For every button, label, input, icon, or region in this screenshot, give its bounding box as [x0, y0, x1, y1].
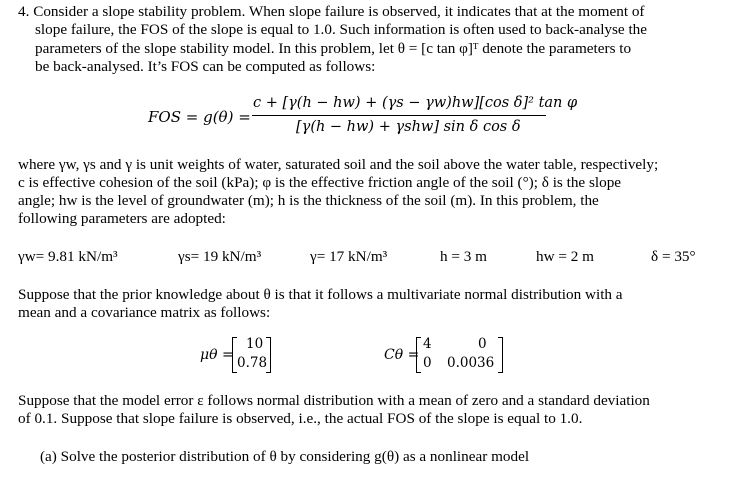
definitions-line-2: c is effective cohesion of the soil (kPa); φ is the effective friction angle of the soil (°); δ is the slope: [18, 174, 622, 191]
mu-value-1: 10: [246, 336, 264, 352]
intro-line-3: parameters of the slope stability model. In this problem, let θ = [c tan φ]ᵀ denote the parameters to: [35, 40, 632, 57]
equation-denominator: [γ(h − hw) + γshw] sin δ cos δ: [296, 119, 521, 135]
equation-lhs: FOS = g(θ) =: [148, 108, 251, 126]
mu-label: μθ =: [200, 347, 234, 363]
param-gamma-s: γs= 19 kN/m³: [178, 248, 262, 265]
intro-line-2: slope failure, the FOS of the slope is equal to 1.0. Such information is often used to back-analyse the: [35, 21, 648, 38]
param-hw: hw = 2 m: [536, 248, 594, 265]
intro-line-1: 4. Consider a slope stability problem. When slope failure is observed, it indicates that at the moment of: [18, 3, 645, 20]
definitions-line-3: angle; hw is the level of groundwater (m); h is the thickness of the soil (m). In this problem, the: [18, 192, 599, 209]
cov-r1c2: 0: [478, 336, 487, 352]
intro-line-4: be back-analysed. It’s FOS can be computed as follows:: [35, 58, 376, 75]
definitions-line-1: where γw, γs and γ is unit weights of water, saturated soil and the soil above the water table, respectively;: [18, 156, 659, 173]
param-h: h = 3 m: [440, 248, 487, 265]
cov-r1c1: 4: [423, 336, 432, 352]
error-line-2: of 0.1. Suppose that slope failure is observed, i.e., the actual FOS of the slope is equal to 1.0.: [18, 410, 583, 427]
cov-r2c1: 0: [423, 355, 432, 371]
param-delta: δ = 35°: [651, 248, 696, 265]
param-gamma-w: γw= 9.81 kN/m³: [18, 248, 118, 265]
mu-value-2: 0.78: [237, 355, 268, 371]
question-a: (a) Solve the posterior distribution of θ by considering g(θ) as a nonlinear model: [40, 448, 530, 465]
definitions-line-4: following parameters are adopted:: [18, 210, 226, 227]
cov-bracket-left: [416, 337, 421, 373]
equation-numerator: c + [γ(h − hw) + (γs − γw)hw][cos δ]² tan φ: [253, 95, 578, 111]
param-gamma: γ= 17 kN/m³: [310, 248, 388, 265]
mu-bracket-right: [266, 337, 271, 373]
error-line-1: Suppose that the model error ε follows normal distribution with a mean of zero and a standard deviation: [18, 392, 650, 409]
fraction-bar: [252, 115, 546, 116]
prior-line-2: mean and a covariance matrix as follows:: [18, 304, 271, 321]
cov-bracket-right: [498, 337, 503, 373]
prior-line-1: Suppose that the prior knowledge about θ is that it follows a multivariate normal distribution with a: [18, 286, 623, 303]
cov-label: Cθ =: [384, 347, 420, 363]
cov-r2c2: 0.0036: [447, 355, 495, 371]
